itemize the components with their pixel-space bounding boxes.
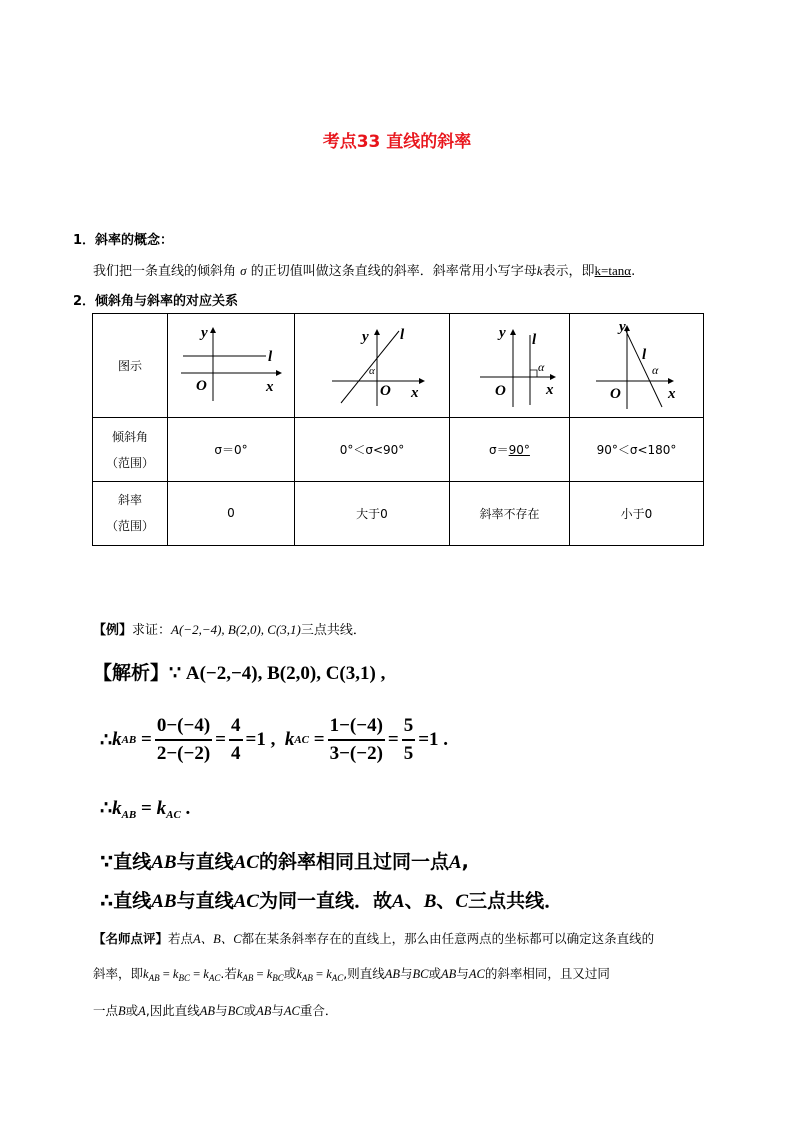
slope-cell-2: 大于0 — [295, 481, 450, 545]
svg-text:x: x — [411, 384, 419, 401]
svg-text:O: O — [196, 377, 207, 394]
solution-line-3: $\therefore k_{AB} = k_{AC}$ . — [100, 798, 191, 821]
svg-text:x: x — [667, 385, 675, 402]
angle-cell-2: 0°＜σ<90° — [295, 418, 450, 481]
row-label-angle: 倾斜角 （范围） — [93, 418, 168, 481]
svg-text:y: y — [618, 318, 626, 335]
svg-text:y: y — [498, 324, 506, 341]
graph-right-angle — [450, 314, 570, 418]
slope-cell-3: 斜率不存在 — [450, 481, 570, 545]
slope-cell-1: 0 — [168, 481, 295, 545]
row-label-figure: 图示 — [93, 314, 168, 418]
svg-text:O: O — [609, 385, 621, 402]
svg-text:l: l — [400, 326, 405, 343]
solution-line-2: ∴ k AB = $\frac{0-(-4)}{2-(-2)}$ = $\frac{4}{4}$ =1 , k AC = $\frac{1-(-4)}{3-(-2)}$ = $\frac{5}{5}$ =1 . — [100, 715, 449, 764]
svg-text:α: α — [537, 359, 544, 374]
svg-text:y: y — [201, 324, 208, 341]
graph-zero-angle — [168, 314, 295, 418]
svg-text:α: α — [369, 364, 375, 377]
section1-heading: 1．斜率的概念： — [73, 233, 174, 248]
page-title: 考点33 直线的斜率 — [322, 132, 472, 152]
solution-line-5: ∴直线AB与直线AC为同一直线．故A、B、C三点共线． — [100, 890, 564, 912]
slope-formula: k=tanα — [594, 263, 632, 278]
slope-definition: 我们把一条直线的倾斜角 σ 的正切值叫做这条直线的斜率．斜率常用小写字母k表示，即k=tanα. — [93, 263, 636, 279]
row-label-slope: 斜率 （范围） — [93, 481, 168, 545]
slope-cell-4: 小于0 — [570, 481, 704, 545]
svg-text:x: x — [266, 378, 274, 395]
angle-cell-4: 90°＜σ<180° — [570, 418, 704, 481]
angle-cell-3: σ＝90° — [450, 418, 570, 481]
solution-line-1: 【解析】∵ A(−2,−4), B(2,0), C(3,1) , — [93, 662, 386, 684]
solution-line-4: ∵直线AB与直线AC的斜率相同且过同一点A, — [100, 851, 469, 873]
svg-text:y: y — [362, 328, 369, 345]
comment-line-1: 【名师点评】若点A、B、C都在某条斜率存在的直线上，那么由任意两点的坐标都可以确定这条直线的 — [93, 931, 655, 946]
graph-acute-angle — [295, 314, 450, 418]
svg-text:l: l — [268, 348, 273, 365]
svg-text:O: O — [494, 382, 506, 399]
svg-text:x: x — [545, 381, 553, 398]
angle-slope-table — [92, 313, 704, 546]
comment-line-2: 斜率，即$k_{AB} = k_{BC} = k_{AC}$.若$k_{AB} = k_{BC}$或$k_{AB} = k_{AC}$,则直线AB与BC或AB与AC的斜率相同，且又过同 — [93, 966, 610, 983]
angle-cell-1: σ＝0° — [168, 418, 295, 481]
svg-text:α: α — [651, 362, 658, 377]
graph-obtuse-angle — [570, 314, 704, 418]
svg-text:O: O — [380, 382, 391, 399]
section2-heading: 2．倾斜角与斜率的对应关系 — [73, 294, 239, 309]
svg-text:l: l — [531, 331, 536, 348]
comment-line-3: 一点B或A,因此直线AB与BC或AB与AC重合． — [93, 1003, 338, 1018]
example-statement: 【例】求证：A(−2,−4), B(2,0), C(3,1)三点共线． — [93, 622, 366, 638]
svg-text:l: l — [641, 346, 646, 363]
